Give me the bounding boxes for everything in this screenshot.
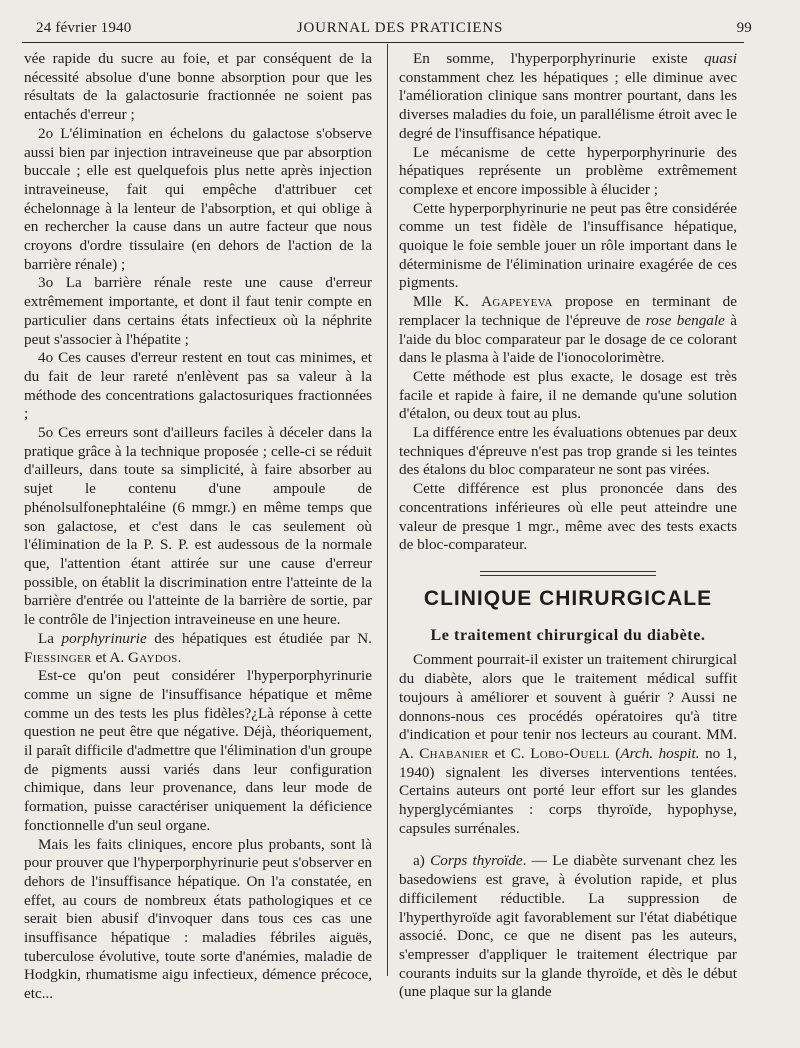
right-paragraph-1: [399, 50, 737, 144]
text-run: Mlle K.: [413, 293, 482, 311]
author-name: Fiessinger: [24, 648, 92, 666]
header-rule: [22, 42, 744, 43]
author-name: Gaydos: [127, 648, 178, 666]
header-page-number: 99: [736, 20, 752, 36]
text-run: a): [413, 852, 431, 870]
right-paragraph-8: [399, 651, 737, 838]
left-paragraph-6: [24, 630, 372, 667]
text-run: En somme, l'hyperporphyrinurie existe: [413, 50, 705, 67]
left-paragraph-7: Est-ce qu'on peut considérer l'hyperporphyrinurie comme un signe de l'insuffisance hépatique et même comme un des tests les plus fidèles?¿Là réponse à cette question ne peut être que négative. Déjà, théoriquement, il paraît difficile d'admettre que l'élimination d'un groupe de pigments aussi variés dans leur configuration chimique, dans leur provenance, dans leur mode de formation, puisse caractériser uniquement la déficience fonctionnelle d'un seul organe.: [24, 667, 372, 834]
text-run: Comment pourrait-il exister un traitement chirurgical du diabète, alors que le traitement médical suffit toujours à améliorer et souvent à guérir ? Aussi ne donnons-nous ces procédés opératoires qu'à titre d'indication et pour tenir nos lecteurs au courant. MM. A.: [399, 651, 737, 762]
left-paragraph-8: Mais les faits cliniques, encore plus probants, sont là pour prouver que l'hyperporphyrinurie peut s'observer en dehors de l'insuffisance hépatique. On l'a constatée, en effet, au cours de nombreux états pathologiques et ce serait bien abusif d'invoquer dans tous ces cas une insuffisance hépatique : maladies fébriles aiguës, tuberculose évolutive, toute sorte d'anémies, maladie de Hodgkin, rhumatisme aigu infectieux, démence précoce, etc...: [24, 835, 372, 1003]
italic-term: Corps thyroïde: [430, 852, 523, 870]
left-paragraph-5: 5o Ces erreurs sont d'ailleurs faciles à déceler dans la pratique grâce à la technique proposée ; celle-ci se réduit d'ailleurs, dans toute sa simplicité, à faire absorber au sujet le contenu d'une ampoule de phénolsulfonephtaléine (6 mmgr.) en même temps que son galactose, et c'est dans le cas seulement où l'élimination de la P. S. P. est audessous de la normale que, l'attention étant attirée sur une cause d'erreur possible, on établit la discrimination entre l'atteinte de la barrière d'entrée ou l'atteinte de la barrière de sortie, par le contrôle de l'injection intraveineuse en une heure.: [24, 424, 372, 629]
right-paragraph-2: Le mécanisme de cette hyperporphyrinurie des hépatiques représente un problème extrêmement complexe et encore impossible à élucider ;: [399, 143, 737, 198]
text-run: et C.: [488, 744, 531, 762]
right-column: [399, 50, 737, 1002]
text-run: no 1, 1940) signalent les diverses interventions tentées. Certains auteurs ont porté leur effort sur les glandes hyperglycémiantes : corps thyroïde, hypophyse, capsules surrénales.: [399, 744, 738, 837]
journal-citation: Arch. hospit.: [620, 744, 700, 762]
article-title: Le traitement chirurgical du diabète.: [430, 626, 706, 644]
right-paragraph-3: Cette hyperporphyrinurie ne peut pas être considérée comme un test fidèle de l'insuffisance hépatique, quoique le foie semble jouer un rôle important dans le déterminisme de l'élimination urinaire exagérée de ces pigments.: [399, 199, 737, 292]
right-paragraph-4: [399, 293, 737, 368]
right-paragraph-9: [399, 852, 737, 1002]
right-paragraph-6: La différence entre les évaluations obtenues par deux techniques d'épreuve n'est pas trop grande si les teintes des étalons du bloc comparateur ne sont pas virées.: [399, 424, 737, 479]
text-run: propose en terminant de remplacer la technique de l'épreuve de: [399, 293, 737, 329]
text-run: des hépatiques est étudiée par N.: [146, 629, 372, 647]
page-header: [0, 0, 800, 44]
italic-term: rose bengale: [645, 311, 725, 329]
italic-term: porphyrinurie: [61, 629, 147, 647]
text-run: constamment chez les hépatiques ; elle diminue avec l'amélioration clinique sans montrer pourtant, dans les diverses maladies du foie, un parallélisme étroit avec le degré de l'insuffisance hépatique.: [399, 68, 737, 142]
text-run: à l'aide du bloc comparateur par le dosage de ce colorant dans le plasma à l'aide de l'ionocolorimètre.: [399, 311, 737, 367]
right-paragraph-7: Cette différence est plus prononcée dans des concentrations inférieures où elle peut atteindre une valeur de presque 1 mgr., même avec des tests exacts de bloc-comparateur.: [399, 480, 737, 554]
left-paragraph-4: 4o Ces causes d'erreur restent en tout cas minimes, et du fait de leur rareté n'enlèvent pas sa valeur à la méthode des concentrations galactosuriques fractionnées ;: [24, 349, 372, 423]
left-paragraph-3: 3o La barrière rénale reste une cause d'erreur extrêmement importante, et dont il faut tenir compte en particulier dans certains états infectieux où la néphrite peut s'associer à l'hépatite ;: [24, 274, 372, 348]
author-name: Lobo-Ouell: [530, 744, 610, 762]
text-run: (: [609, 744, 621, 762]
column-divider: [387, 44, 388, 976]
section-divider: [480, 571, 656, 576]
author-name: Agapeyeva: [481, 293, 553, 311]
text-run: La: [38, 629, 62, 647]
left-paragraph-2: 2o L'élimination en échelons du galactose s'observe aussi bien par injection intraveineuse que par absorption buccale ; elle est quelquefois plus nette après injection intraveineuse, fait qui empêche d'attribuer cet échelonnage à la lenteur de l'absorption, et qui oblige à en rechercher la cause dans un autre facteur que nous croyons d'ordre tissulaire (en dehors de l'action de la barrière rénale) ;: [24, 124, 372, 273]
header-journal-title: JOURNAL DES PRATICIENS: [296, 20, 504, 36]
left-paragraph-1: vée rapide du sucre au foie, et par conséquent de la nécessité absolue d'une bonne absorption pour que les résultats de la galactosurie fractionnée ne soient pas entachés d'erreur ;: [24, 50, 372, 124]
text-run: .: [177, 648, 182, 666]
left-column: [24, 50, 372, 1004]
text-run: et A.: [91, 648, 128, 666]
paragraph-gap: [399, 838, 737, 852]
section-title: CLINIQUE CHIRURGICALE: [423, 586, 713, 610]
italic-term: quasi: [704, 50, 737, 67]
header-date: 24 février 1940: [36, 20, 132, 36]
right-paragraph-5: Cette méthode est plus exacte, le dosage est très facile et rapide à faire, il ne demande qu'une solution d'étalon, ou deux tout au plus.: [399, 367, 737, 423]
text-run: . — Le diabète survenant chez les basedowiens est grave, à évolution rapide, et plus difficilement réductible. La suppression de l'hyperthyroïde agit favorablement sur l'état diabétique associé. Donc, ce que ne disent pas les auteurs, s'empresser d'appliquer le traitement électrique par courants induits sur la glande thyroïde, et dès le début (une plaque sur la glande: [399, 852, 737, 1001]
author-name: Chabanier: [419, 744, 489, 762]
